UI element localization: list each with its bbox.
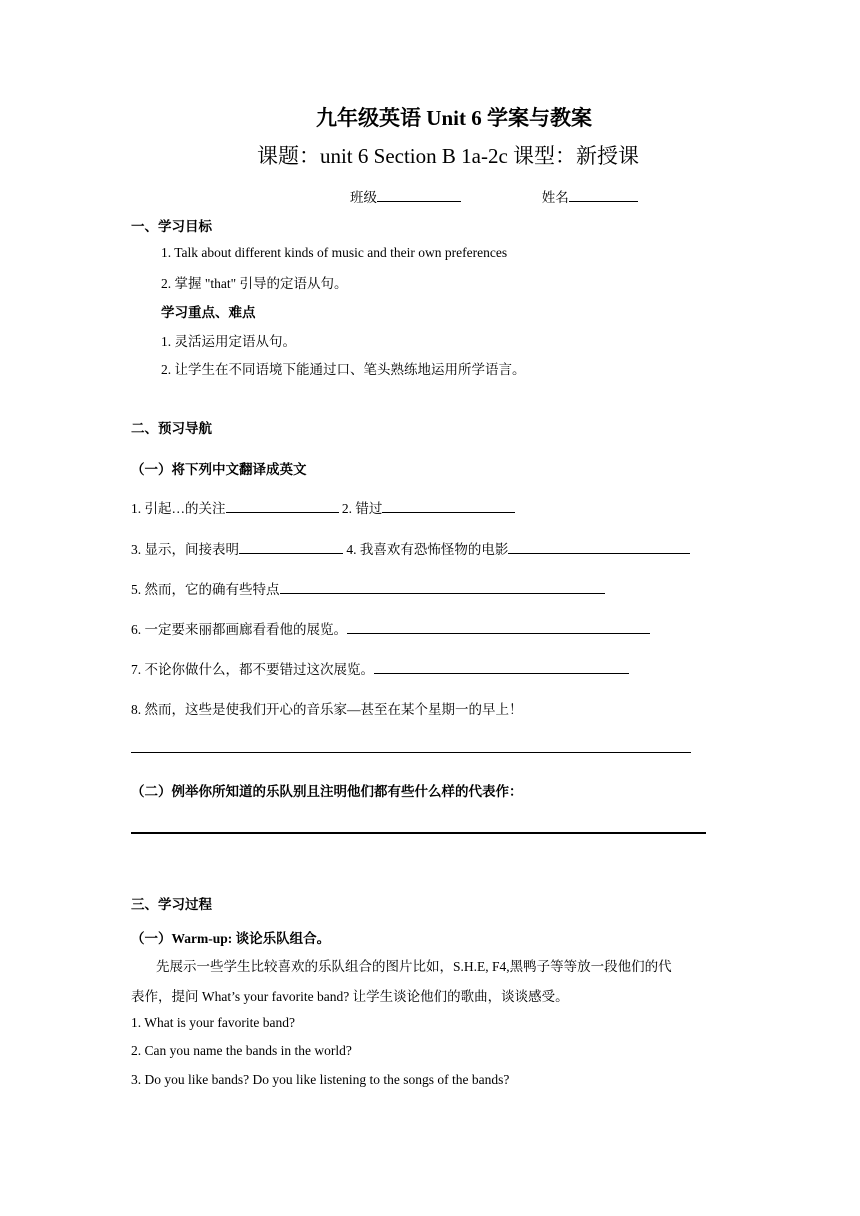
translation-row-1 [131,497,515,517]
name-label: 姓名 [541,190,569,205]
answer-blank-4[interactable] [508,539,690,554]
warmup-en: Warm-up: [171,931,233,946]
item-1: 1. 引起…的关注 [131,501,226,516]
document-title: 九年级英语 Unit 6 学案与教案 [316,106,592,130]
warmup-question-1: 1. What is your favorite band? [131,1015,295,1030]
key-point-1: 1. 灵活运用定语从句。 [161,334,296,349]
translation-row-2 [131,538,690,558]
translation-row-5 [131,658,629,678]
answer-blank-7[interactable] [374,659,629,674]
warmup-question-2: 2. Can you name the bands in the world? [131,1043,352,1058]
answer-blank-1[interactable] [226,498,339,513]
item-7: 7. 不论你做什么，都不要错过这次展览。 [131,662,374,677]
item-2: 2. 错过 [341,501,383,516]
bands-answer-blank[interactable] [131,832,706,834]
class-label: 班级 [350,190,377,205]
section2-heading: 二、预习导航 [131,421,212,436]
goal-2: 2. 掌握 "that" 引导的定语从句。 [161,276,348,291]
answer-blank-2[interactable] [382,498,515,513]
bands-heading: （二）例举你所知道的乐队别且注明他们都有些什么样的代表作： [131,784,523,799]
item-6: 6. 一定要来丽都画廊看看他的展览。 [131,622,347,637]
item-8: 8. 然而，这些是使我们开心的音乐家—甚至在某个星期一的早上！ [131,702,523,717]
item-3: 3. 显示，间接表明 [131,542,239,557]
warmup-heading [131,927,330,947]
item-4: 4. 我喜欢有恐怖怪物的电影 [346,542,509,557]
answer-blank-5[interactable] [280,579,605,594]
student-info [350,186,638,206]
answer-blank-3[interactable] [239,539,343,554]
translation-heading: （一）将下列中文翻译成英文 [131,462,307,477]
warmup-paragraph-line2: 表作，提问 What’s your favorite band? 让学生谈论他们的歌曲，谈谈感受。 [131,989,569,1004]
section1-heading: 一、学习目标 [131,219,212,234]
answer-blank-8[interactable] [131,752,691,753]
translation-row-4 [131,618,650,638]
warmup-question-3: 3. Do you like bands? Do you like listening to the songs of the bands? [131,1072,510,1087]
class-blank[interactable] [377,187,461,202]
section3-heading: 三、学习过程 [131,897,212,912]
key-point-2: 2. 让学生在不同语境下能通过口、笔头熟练地运用所学语言。 [161,362,526,377]
name-blank[interactable] [569,187,638,202]
warmup-prefix: （一） [131,931,172,946]
goal-1: 1. Talk about different kinds of music and their own preferences [161,245,508,260]
lesson-subtitle: 课题：unit 6 Section B 1a-2c 课型：新授课 [256,144,640,168]
key-points-heading: 学习重点、难点 [161,305,256,320]
translation-row-3 [131,578,605,598]
warmup-cn: 谈论乐队组合。 [235,931,331,946]
item-5: 5. 然而，它的确有些特点 [131,582,280,597]
answer-blank-6[interactable] [347,619,650,634]
warmup-paragraph-line1: 先展示一些学生比较喜欢的乐队组合的图片比如，S.H.E, F4,黑鸭子等等放一段他们的代 [156,959,672,974]
